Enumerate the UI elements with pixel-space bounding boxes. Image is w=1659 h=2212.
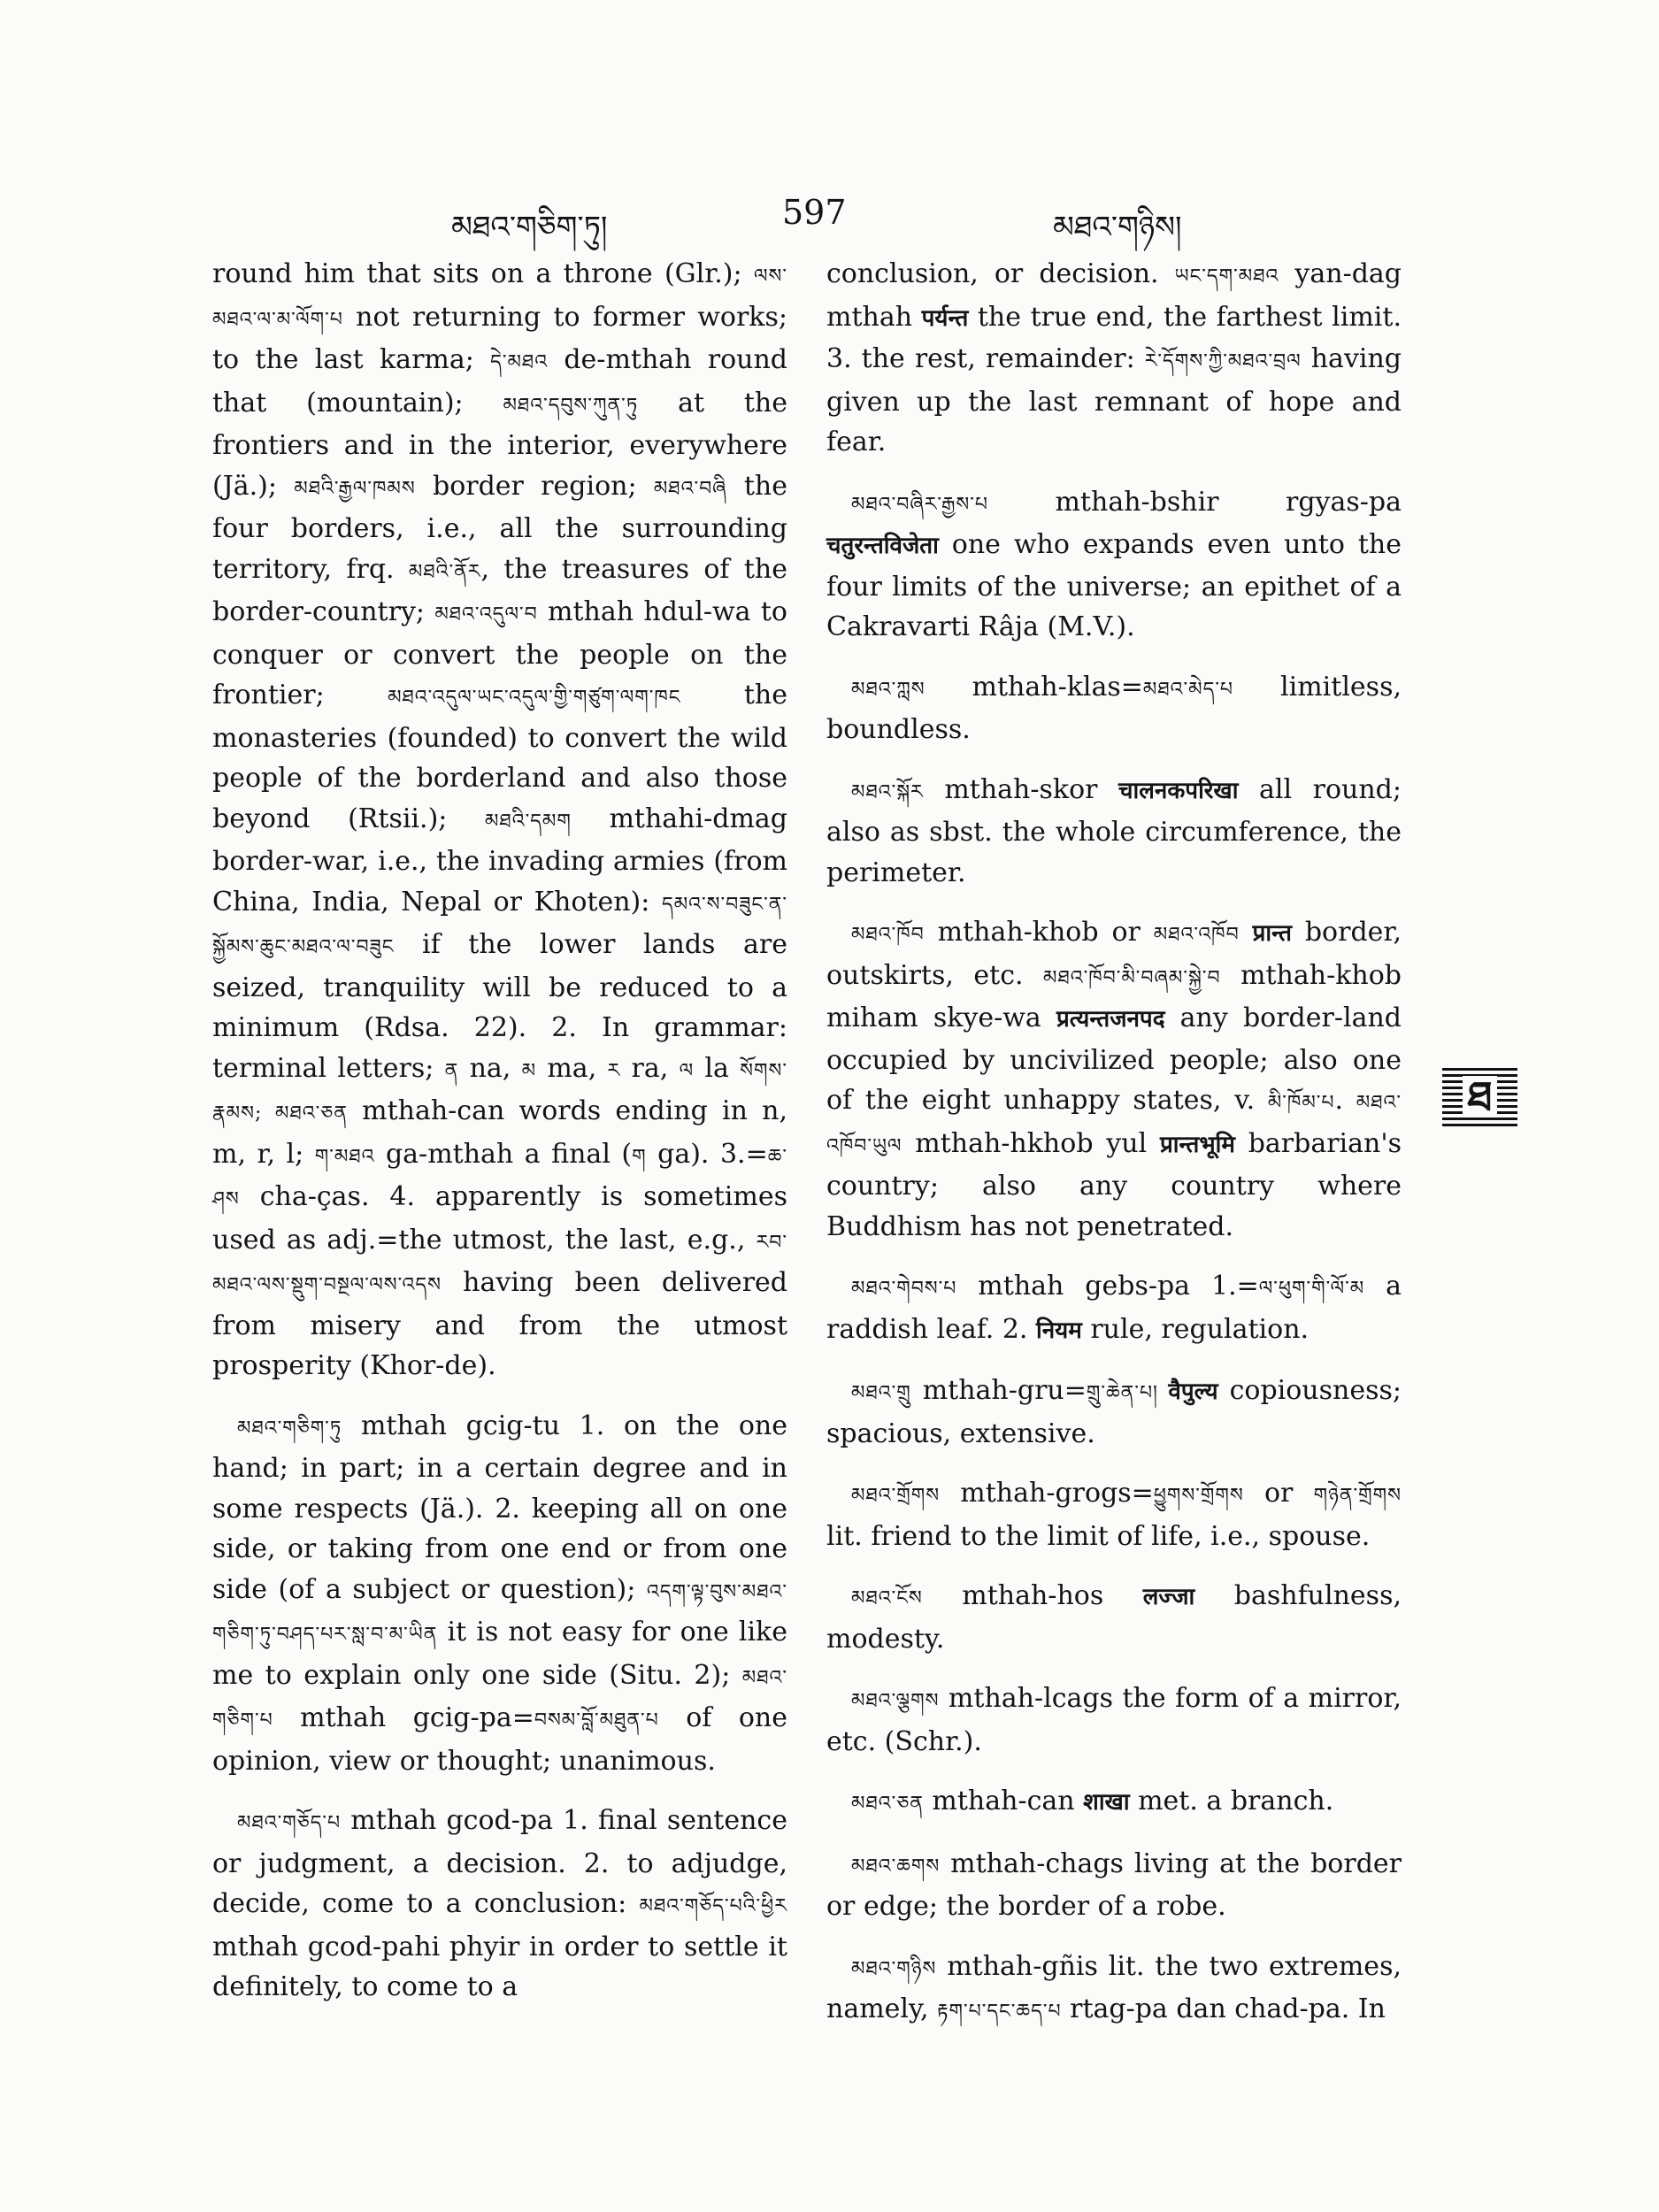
tibetan-text: མཐའ་འཁོབ་ཡུལ	[826, 1092, 1402, 1157]
entry-text: mthah-hkhob yul	[902, 1127, 1160, 1159]
left-column	[212, 254, 787, 2027]
sanskrit-text: प्रान्त	[1252, 920, 1292, 947]
entry-text: mthah-khob miham skye-wa	[826, 959, 1402, 1033]
entry-text: one who expands even unto the four limits of the universe; an epithet of a Cakravarti Râja (M.V.).	[826, 529, 1402, 642]
tibetan-text: རེ་དོགས་ཀྱི་མཐའ་བྲལ	[1144, 350, 1302, 373]
sanskrit-text: शाखा	[1083, 1789, 1130, 1816]
entry-text: having given up the last remnant of hope and fear.	[826, 343, 1402, 457]
entry-text: ga). 3.=	[646, 1138, 768, 1170]
sanskrit-text: लज्जा	[1142, 1584, 1195, 1610]
dictionary-entry	[212, 1406, 787, 1782]
entry-text: all round; also as sbst. the whole circumference, the perimeter.	[826, 773, 1402, 888]
entry-text: rule, regulation.	[1081, 1313, 1310, 1345]
tibetan-text: མཐའ་སྐོར	[851, 780, 924, 803]
tibetan-text: མཐའ་བཞིར་རྒྱས་པ	[851, 493, 989, 516]
entry-text: ma,	[536, 1052, 608, 1084]
tibetan-text: མཐའ་གེབས་པ	[851, 1278, 957, 1300]
entry-text: a raddish leaf. 2.	[826, 1271, 1402, 1345]
entry-text: mthah-chags living at the border or edge; the border of a robe.	[826, 1847, 1402, 1922]
tibetan-text: མཐའ་ཁོབ	[851, 924, 925, 946]
tibetan-text: མཐའ་འདུལ་ཡང་འདུལ་གྱི་གཙུག་ལག་ཁང	[388, 687, 681, 709]
sanskrit-text: चालनकपरिखा	[1118, 777, 1239, 804]
tibetan-text: མཐའ་འདུལ་བ	[434, 603, 538, 626]
dictionary-entry	[826, 667, 1402, 750]
tibetan-text: ལ	[679, 1059, 695, 1082]
entry-text: mthah-skor	[923, 773, 1119, 805]
entry-text: met. a branch.	[1129, 1786, 1334, 1816]
tibetan-text: ཕྱུགས་གྲོགས	[1153, 1485, 1244, 1507]
dictionary-entry	[826, 1781, 1402, 1824]
entry-text: mthahi-dmag border-war, i.e., the invading armies (from China, India, Nepal or Khoten):	[212, 803, 787, 918]
entry-text: conclusion, or decision.	[826, 258, 1175, 289]
tibetan-text: ལ་ཕུག་གི་ལོ་མ	[1258, 1278, 1365, 1300]
dictionary-entry	[826, 1371, 1402, 1454]
tibetan-text: མཐའ་ཀླས	[851, 678, 926, 701]
tibetan-text: མཐའ་ལྕགས	[851, 1690, 940, 1712]
dictionary-entry	[826, 1576, 1402, 1659]
entry-text: mthah-can words ending in n, m, r, l;	[212, 1095, 787, 1170]
page-number: 597	[782, 193, 847, 232]
dictionary-entry	[826, 482, 1402, 648]
tibetan-text: ར	[607, 1059, 621, 1082]
tibetan-text: མཐའ་གཅོད་པ	[237, 1812, 342, 1834]
tibetan-text: བསམ་བློ་མཐུན་པ	[534, 1709, 659, 1732]
tibetan-text: མཐའ་ཁོབ་མི་བཞམ་སྐྱེ་བ	[1043, 966, 1221, 989]
entry-text: mthah-hos	[922, 1580, 1143, 1611]
tibetan-text: མཐའ་གྲོགས	[851, 1485, 941, 1507]
entry-text: barbarian's country; also any country where Buddhism has not penetrated.	[826, 1127, 1402, 1242]
entry-text: la	[694, 1052, 741, 1084]
tibetan-text: མཐའ་ཅན	[851, 1793, 924, 1815]
entry-text: bashfulness, modesty.	[826, 1580, 1402, 1655]
tibetan-text: ཆ་ཤས	[212, 1145, 788, 1210]
entry-text: border region;	[415, 470, 654, 502]
entry-text: copiousness; spacious, extensive.	[826, 1375, 1402, 1449]
entry-text: mthah gcod-pa 1. final sentence or judgment, a decision. 2. to adjudge, decide, come to a conclusion:	[212, 1805, 787, 1919]
tibetan-text: མཐའ་འཁོབ	[1153, 924, 1240, 946]
tibetan-text: འདག་ལྟ་བུས་མཐའ་གཅིག་ཏུ་བཤད་པར་སླ་བ་མ་ཡིན	[212, 1580, 787, 1646]
tibetan-text: མཐའི་ནོར	[408, 560, 481, 583]
sanskrit-text: चतुरन्तविजेता	[826, 533, 939, 559]
entry-text: ga-mthah a final (	[374, 1138, 633, 1170]
dictionary-entry	[826, 1266, 1402, 1351]
entry-text: the monasteries (founded) to convert the wild people of the borderland and also those beyond (Rtsii.);	[212, 680, 788, 834]
tibetan-text: མ	[521, 1059, 537, 1082]
tibetan-text: ན	[444, 1059, 459, 1082]
entry-text: .	[1334, 1085, 1356, 1116]
thumb-index-tab	[1442, 1066, 1517, 1126]
entry-text: mthah gcig-tu 1. on the one hand; in part; in a certain degree and in some respects (Jä.). 2. keeping all on one side, or taking from one end or from one side (of a subject or question);	[212, 1409, 787, 1605]
entry-text: mthah-grogs=	[940, 1478, 1154, 1509]
entry-text: round him that sits on a throne (Glr.);	[212, 258, 754, 289]
entry-text: the true end, the farthest limit. 3. the rest, remainder:	[826, 301, 1402, 374]
entry-text: mthah gebs-pa 1.=	[956, 1271, 1259, 1302]
entry-text: having been delivered from misery and from the utmost prosperity (Khor-de).	[212, 1267, 787, 1381]
entry-text: the four borders, i.e., all the surrounding territory, frq.	[212, 470, 787, 585]
dictionary-entry	[826, 1678, 1402, 1762]
entry-text	[1240, 917, 1253, 948]
entry-text: yan-dag mthah	[826, 258, 1402, 333]
entry-text: any border-land occupied by uncivilized people; also one of the eight unhappy states, v.	[826, 1002, 1402, 1116]
tibetan-text: རྟག་པ་དང་ཆད་པ	[937, 2001, 1062, 2023]
entry-text: rtag-pa dan chad-pa. In	[1061, 1993, 1386, 2024]
entry-text: limitless, boundless.	[826, 671, 1402, 745]
tibetan-text: མཐའ་ཆགས	[851, 1855, 941, 1878]
dictionary-entry	[212, 254, 787, 1386]
tibetan-text: མཐའ་གཅིག་པ	[212, 1666, 787, 1732]
entry-text: border, outskirts, etc.	[826, 917, 1402, 991]
dictionary-entry	[212, 1801, 787, 2008]
entry-text: na,	[458, 1052, 522, 1084]
dictionary-entry	[826, 1844, 1402, 1927]
entry-text: if the lower lands are seized, tranquility will be reduced to a minimum (Rdsa. 22). 2. In grammar: terminal letters;	[212, 929, 787, 1084]
tibetan-text: ག	[632, 1145, 647, 1168]
entry-text: mthah-gru=	[910, 1375, 1087, 1406]
dictionary-entry	[826, 912, 1402, 1247]
entry-text: cha-ças. 4. apparently is sometimes used as adj.=the utmost, the last, e.g.,	[212, 1181, 787, 1256]
entry-text: mthah gcod-pahi phyir in order to settle it definitely, to come to a	[212, 1931, 787, 2002]
sanskrit-text: प्रान्तभूमि	[1159, 1131, 1235, 1158]
entry-text: mthah gcig-pa=	[273, 1702, 534, 1733]
dictionary-entry	[826, 770, 1402, 894]
tibetan-text: མཐའ་མེད་པ	[1142, 678, 1234, 701]
dictionary-entry	[826, 1473, 1402, 1556]
tibetan-text: དམའ་ས་བཟུང་ན་སྐྱོམས་ཆུང་མཐའ་ལ་བཟུང	[212, 893, 787, 958]
right-headword: མཐའ་གཉིས།	[1053, 210, 1182, 245]
entry-text: of one opinion, view or thought; unanimous.	[212, 1702, 787, 1777]
dictionary-entry	[826, 254, 1402, 463]
sanskrit-text: पर्यन्त	[921, 304, 969, 332]
tibetan-text: མཐའི་རྒྱལ་ཁམས	[294, 477, 416, 500]
tibetan-text: མཐའ་གཅིག་ཏུ	[237, 1417, 342, 1440]
entry-text: lit. friend to the limit of life, i.e., spouse.	[826, 1520, 1371, 1552]
sanskrit-text: वैपुल्य	[1168, 1379, 1218, 1405]
entry-text: mthah-can	[923, 1786, 1084, 1816]
tibetan-text: གཉེན་གྲོགས	[1313, 1485, 1402, 1507]
tibetan-text: སོགས་རྣམས; མཐའ་ཅན	[212, 1059, 787, 1125]
entry-text: not returning to former works; to the last karma;	[212, 301, 787, 375]
entry-text: mthah hdul-wa to conquer or convert the people on the frontier;	[212, 596, 787, 710]
tibetan-text: མཐའ་ངོས	[851, 1587, 923, 1609]
tibetan-text: མཐའ་གྲུ	[851, 1382, 911, 1404]
tibetan-text: ལས་མཐའ་ལ་མ་ལོག་པ	[212, 265, 787, 331]
tibetan-text: མཐའ་གཅོད་པའི་ཕྱིར	[639, 1895, 787, 1917]
tibetan-text: མཐའ་གཉིས	[851, 1957, 937, 1980]
entry-text: , the treasures of the border-country;	[212, 553, 787, 627]
entry-text: mthah-bshir rgyas-pa	[988, 486, 1402, 518]
tibetan-text: མཐའ་དབུས་ཀུན་ཏུ	[503, 394, 639, 417]
tibetan-text: མཐའ་བཞི	[653, 477, 727, 500]
tibetan-text: རབ་མཐའ་ལས་སྡུག་བསྔལ་ལས་འདས	[212, 1231, 787, 1296]
tibetan-text: གྲུ་ཆེན་པ།	[1086, 1382, 1169, 1404]
entry-text: mthah-gñis lit. the two extremes, namely,	[826, 1950, 1402, 2024]
dictionary-entry	[826, 1947, 1402, 2032]
entry-text: or	[1243, 1478, 1314, 1509]
sanskrit-text: नियम	[1035, 1317, 1082, 1344]
thumb-index-letter: ཐ	[1463, 1076, 1498, 1117]
left-headword: མཐའ་གཅིག་ཏུ།	[451, 210, 608, 245]
tibetan-text: ག་མཐའ	[314, 1145, 375, 1168]
tibetan-text: དེ་མཐའ	[490, 351, 549, 373]
sanskrit-text: प्रत्यन्तजनपद	[1056, 1006, 1165, 1033]
entry-text: at the frontiers and in the interior, everywhere (Jä.);	[212, 387, 787, 502]
tibetan-text: ཡང་དག་མཐའ	[1174, 265, 1279, 288]
tibetan-text: མཐའི་དམག	[484, 810, 572, 833]
entry-text: ra,	[620, 1052, 680, 1084]
running-header	[0, 193, 1659, 245]
entry-text: mthah-khob or	[924, 917, 1154, 948]
tibetan-text: མི་ཁོམ་པ	[1267, 1092, 1335, 1114]
entry-text: de-mthah round that (mountain);	[212, 344, 787, 419]
entry-text: mthah-lcags the form of a mirror, etc. (Schr.).	[826, 1683, 1402, 1757]
entry-text: it is not easy for one like me to explain only one side (Situ. 2);	[212, 1617, 787, 1691]
right-column	[826, 254, 1402, 2052]
entry-text: mthah-klas=	[925, 671, 1143, 703]
